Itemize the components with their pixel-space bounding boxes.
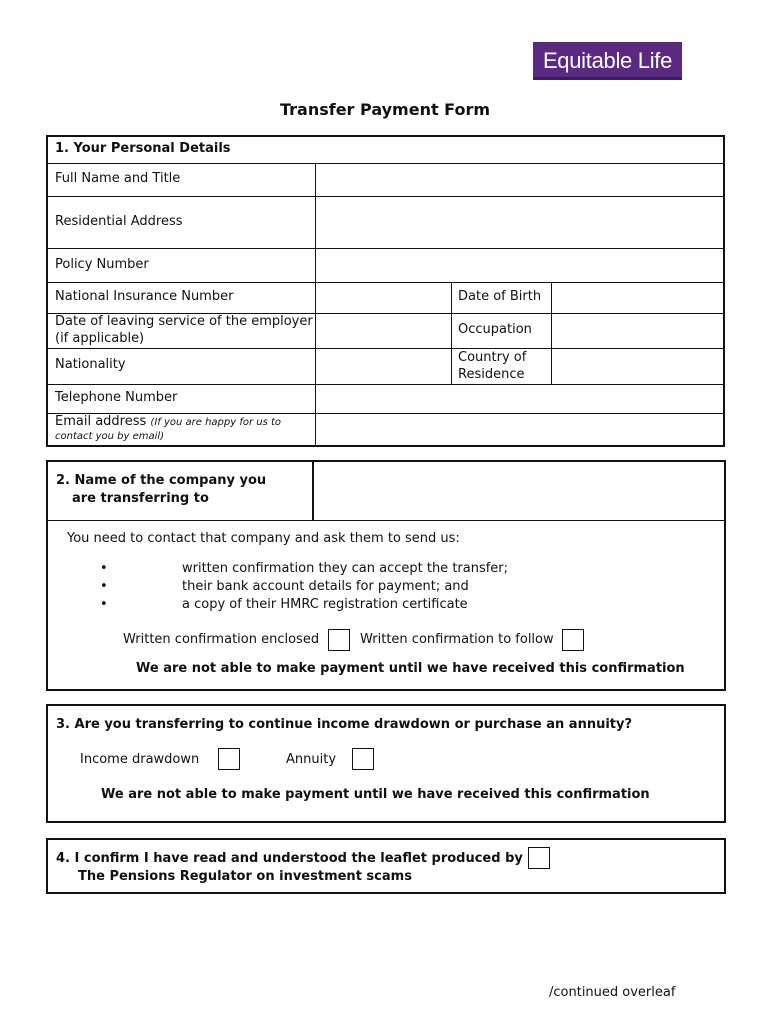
telephone-label: Telephone Number <box>55 390 178 405</box>
section2-notice: We are not able to make payment until we have received this confirmation <box>136 661 685 676</box>
bullet-marker: • <box>100 597 108 612</box>
section2-instruction: You need to contact that company and ask them to send us: <box>67 531 460 546</box>
section1-heading: 1. Your Personal Details <box>55 141 231 156</box>
email-note-cont: contact you by email) <box>55 431 165 442</box>
section2-heading: 2. Name of the company you <box>56 473 267 488</box>
telephone-field[interactable] <box>317 386 723 412</box>
policy-number-label: Policy Number <box>55 257 149 272</box>
bullet-marker: • <box>100 579 108 594</box>
section4-statement: 4. I confirm I have read and understood the leaflet produced by <box>56 851 523 866</box>
leaving-date-label: Date of leaving service of the employer <box>55 314 313 329</box>
bullet-marker: • <box>100 561 108 576</box>
bullet-item: a copy of their HMRC registration certificate <box>182 597 468 612</box>
nationality-label: Nationality <box>55 357 126 372</box>
bullet-item: written confirmation they can accept the transfer; <box>182 561 509 576</box>
country-residence-field[interactable] <box>553 350 723 383</box>
form-title: Transfer Payment Form <box>279 100 491 119</box>
continued-overleaf: /continued overleaf <box>549 985 676 1000</box>
scam-leaflet-checkbox[interactable] <box>528 847 550 869</box>
dob-field[interactable] <box>553 284 723 312</box>
equitable-life-logo: Equitable Life <box>533 42 682 80</box>
section-scam-confirmation <box>46 838 726 894</box>
policy-number-field[interactable] <box>317 250 723 281</box>
nationality-field[interactable] <box>317 350 450 383</box>
annuity-checkbox[interactable] <box>352 748 374 770</box>
confirmation-enclosed-checkbox[interactable] <box>328 629 350 651</box>
section2-heading-cont: are transferring to <box>72 491 209 506</box>
confirmation-follow-label: Written confirmation to follow <box>360 632 554 647</box>
address-field[interactable] <box>317 198 723 247</box>
occupation-label: Occupation <box>458 322 532 337</box>
annuity-label: Annuity <box>286 752 337 767</box>
country-residence-label-2: Residence <box>458 367 525 382</box>
ni-number-field[interactable] <box>317 284 450 312</box>
bullet-item: their bank account details for payment; and <box>182 579 469 594</box>
leaving-date-note: (if applicable) <box>55 331 145 346</box>
country-residence-label-1: Country of <box>458 350 527 365</box>
email-field[interactable] <box>317 415 723 445</box>
income-drawdown-checkbox[interactable] <box>218 748 240 770</box>
dob-label: Date of Birth <box>458 289 542 304</box>
section3-notice: We are not able to make payment until we have received this confirmation <box>101 787 650 802</box>
ni-number-label: National Insurance Number <box>55 289 234 304</box>
address-label: Residential Address <box>55 214 183 229</box>
company-name-field[interactable] <box>315 462 724 519</box>
email-note: (If you are happy for us to <box>150 417 282 428</box>
confirmation-follow-checkbox[interactable] <box>562 629 584 651</box>
section3-heading: 3. Are you transferring to continue income drawdown or purchase an annuity? <box>56 717 633 732</box>
email-label: Email address <box>55 414 147 429</box>
income-drawdown-label: Income drawdown <box>80 752 200 767</box>
occupation-field[interactable] <box>553 315 723 347</box>
confirmation-enclosed-label: Written confirmation enclosed <box>123 632 320 647</box>
full-name-field[interactable] <box>317 165 723 195</box>
full-name-label: Full Name and Title <box>55 171 181 186</box>
section4-statement-cont: The Pensions Regulator on investment scams <box>78 869 412 884</box>
leaving-date-field[interactable] <box>317 315 450 347</box>
